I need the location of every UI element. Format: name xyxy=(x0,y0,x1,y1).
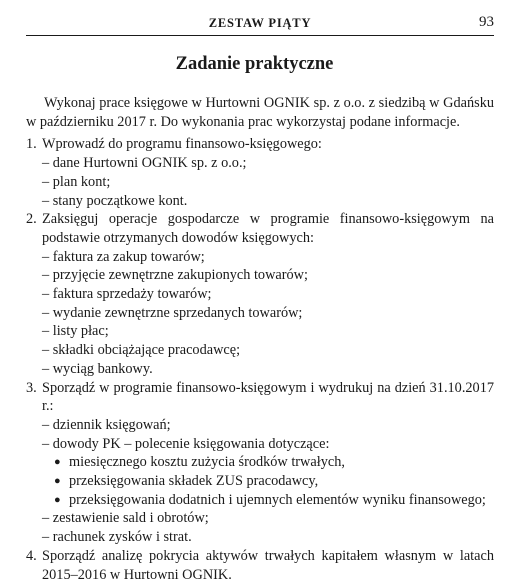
task-1 xyxy=(26,135,494,210)
intro-paragraph: Wykonaj prace księgowe w Hurtowni OGNIK sp. z o.o. z siedzibą w Gdańsku w październiku 2017 r. Do wykonania prac wykorzystaj podane informacje. xyxy=(26,95,494,130)
exercise-heading: Zadanie praktyczne xyxy=(175,54,334,74)
list-item: – dowody PK – polecenie księgowania dotyczące: xyxy=(42,435,330,452)
sub-list-item xyxy=(42,472,494,491)
task-text: Sporządź w programie finansowo-księgowym i wydrukuj na dzień 31.10.2017 r.: xyxy=(42,379,494,415)
list-item: – dziennik księgowań; xyxy=(42,416,171,433)
task-number: 4. xyxy=(26,547,37,564)
task-text: Sporządź analizę pokrycia aktywów trwałych kapitałem własnym w latach 2015–2016 w Hurtowni OGNIK. xyxy=(42,547,494,583)
sub-list-item-text: przeksięgowania składek ZUS pracodawcy, xyxy=(69,473,319,490)
list-item: – faktura sprzedaży towarów; xyxy=(42,286,212,303)
list-item: – listy płac; xyxy=(42,323,109,340)
list-item: – faktura za zakup towarów; xyxy=(42,248,205,265)
list-item: – wydanie zewnętrzne sprzedanych towarów; xyxy=(42,304,303,321)
running-header xyxy=(26,14,494,34)
sub-list-item-text: przeksięgowania dodatnich i ujemnych elementów wyniku finansowego; xyxy=(69,491,486,508)
task-text: Wprowadź do programu finansowo-księgowego: xyxy=(42,136,322,153)
list-item: – dane Hurtowni OGNIK sp. z o.o.; xyxy=(42,155,247,172)
task-2 xyxy=(26,210,494,378)
sub-list-item xyxy=(42,453,494,472)
header-rule xyxy=(26,35,494,36)
list-item: – stany początkowe kont. xyxy=(42,192,188,209)
section-title: ZESTAW PIĄTY xyxy=(208,16,312,30)
task-number: 3. xyxy=(26,379,37,396)
sub-list-item-text: miesięcznego kosztu zużycia środków trwałych, xyxy=(69,454,345,471)
task-3 xyxy=(26,379,494,547)
page-number: 93 xyxy=(479,14,494,30)
list-item: – wyciąg bankowy. xyxy=(42,360,153,377)
list-item: – składki obciążające pracodawcę; xyxy=(42,342,241,359)
sub-list-item xyxy=(42,491,494,510)
list-item: – zestawienie sald i obrotów; xyxy=(42,510,209,527)
bullet-icon: ● xyxy=(54,456,61,469)
task-text: Zaksięguj operacje gospodarcze w programie finansowo-księgowym na podstawie otrzymanych dowodów księgowych: xyxy=(42,211,494,246)
task-number: 2. xyxy=(26,211,37,228)
exercise-body xyxy=(26,94,494,584)
list-item: – przyjęcie zewnętrzne zakupionych towarów; xyxy=(42,267,308,284)
list-item: – rachunek zysków i strat. xyxy=(42,529,192,546)
task-number: 1. xyxy=(26,136,37,153)
bullet-icon: ● xyxy=(54,475,61,488)
list-item: – plan kont; xyxy=(42,173,111,190)
task-4 xyxy=(26,547,494,584)
bullet-icon: ● xyxy=(54,493,61,506)
